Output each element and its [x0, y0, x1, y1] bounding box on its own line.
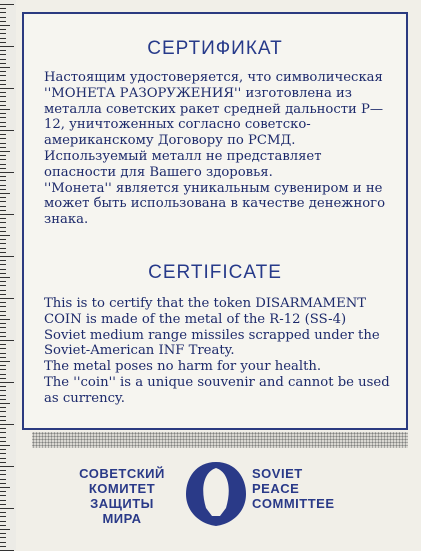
- ruler-tick: [0, 474, 6, 475]
- ruler-tick: [0, 201, 6, 202]
- ruler-tick: [0, 138, 6, 139]
- ruler-tick: [0, 252, 6, 253]
- ruler-tick: [0, 75, 6, 76]
- ruler-tick: [0, 109, 10, 110]
- ruler-tick: [0, 25, 10, 26]
- ruler-tick: [0, 67, 10, 68]
- ruler-tick: [0, 264, 6, 265]
- ruler-tick: [0, 428, 6, 429]
- ruler-tick: [0, 96, 6, 97]
- ruler-tick: [0, 38, 6, 39]
- ruler-tick: [0, 466, 14, 467]
- ruler-tick: [0, 285, 6, 286]
- russian-paragraph-1: Настоящим удостоверяется, что символическая ''МОНЕТА РАЗОРУЖЕНИЯ'' изготовлена из металла советских ракет средней дальности Р—12, уничтоженных согласно советско-американскому Договору по РСМД.: [44, 70, 384, 149]
- ruler-tick: [0, 319, 10, 320]
- committee-en-line: SOVIET: [252, 466, 303, 481]
- ruler-tick: [0, 172, 14, 173]
- ruler-tick: [0, 374, 6, 375]
- ruler-tick: [0, 80, 6, 81]
- ruler-tick: [0, 101, 6, 102]
- ruler-tick: [0, 227, 6, 228]
- ruler-tick: [0, 462, 6, 463]
- russian-paragraph-3: ''Монета'' является уникальным сувениром и не может быть использована в качестве денежного знака.: [44, 180, 386, 228]
- ruler-tick: [0, 504, 6, 505]
- ruler-tick: [0, 214, 14, 215]
- ruler-tick: [0, 411, 6, 412]
- ruler-tick: [0, 369, 6, 370]
- committee-name-russian: [64, 466, 180, 526]
- ruler-tick: [0, 134, 6, 135]
- ruler-tick: [0, 164, 6, 165]
- measurement-ruler: [0, 0, 16, 550]
- ruler-tick: [0, 88, 14, 89]
- ruler-tick: [0, 416, 6, 417]
- ruler-tick: [0, 113, 6, 114]
- ruler-tick: [0, 386, 6, 387]
- ruler-tick: [0, 542, 6, 543]
- ruler-tick: [0, 512, 6, 513]
- ruler-tick: [0, 206, 6, 207]
- ruler-tick: [0, 449, 6, 450]
- ruler-tick: [0, 529, 10, 530]
- ruler-tick: [0, 424, 14, 425]
- ruler-tick: [0, 378, 6, 379]
- ruler-tick: [0, 479, 6, 480]
- ruler-tick: [0, 453, 6, 454]
- ruler-tick: [0, 382, 14, 383]
- ruler-tick: [0, 487, 10, 488]
- ruler-tick: [0, 155, 6, 156]
- ruler-tick: [0, 399, 6, 400]
- ruler-tick: [0, 151, 10, 152]
- ruler-tick: [0, 281, 6, 282]
- english-text: [44, 296, 392, 407]
- ruler-tick: [0, 248, 6, 249]
- ruler-tick: [0, 239, 6, 240]
- ruler-tick: [0, 302, 6, 303]
- ruler-tick: [0, 168, 6, 169]
- ruler-tick: [0, 189, 6, 190]
- ruler-tick: [0, 508, 14, 509]
- ruler-tick: [0, 84, 6, 85]
- ruler-tick: [0, 21, 6, 22]
- ruler-tick: [0, 365, 6, 366]
- ruler-tick: [0, 533, 6, 534]
- russian-paragraph-2: Используемый металл не представляет опасности для Вашего здоровья.: [44, 148, 322, 180]
- english-paragraph-3: The ''coin'' is a unique souvenir and cannot be used as currency.: [44, 374, 390, 406]
- committee-en-line: PEACE: [252, 481, 300, 496]
- russian-text: [44, 70, 392, 228]
- ruler-tick: [0, 315, 6, 316]
- ruler-tick: [0, 92, 6, 93]
- ruler-tick: [0, 525, 6, 526]
- ruler-tick: [0, 311, 6, 312]
- certificate-card: [22, 12, 408, 430]
- ruler-tick: [0, 420, 6, 421]
- dotted-shadow-band: [32, 432, 408, 448]
- ruler-tick: [0, 298, 14, 299]
- ruler-tick: [0, 193, 10, 194]
- committee-ru-line: ЗАЩИТЫ: [90, 496, 154, 511]
- ruler-tick: [0, 432, 6, 433]
- ruler-tick: [0, 445, 10, 446]
- ruler-tick: [0, 294, 6, 295]
- ruler-tick: [0, 130, 14, 131]
- ruler-tick: [0, 390, 6, 391]
- ruler-tick: [0, 361, 10, 362]
- ruler-tick: [0, 340, 14, 341]
- ruler-tick: [0, 353, 6, 354]
- ruler-tick: [0, 323, 6, 324]
- ruler-tick: [0, 231, 6, 232]
- committee-en-line: COMMITTEE: [252, 496, 335, 511]
- russian-title: СЕРТИФИКАТ: [147, 38, 283, 59]
- ruler-tick: [0, 176, 6, 177]
- ruler-tick: [0, 29, 6, 30]
- ruler-tick: [0, 8, 6, 9]
- committee-name-english: [252, 466, 372, 511]
- committee-ru-line: КОМИТЕТ: [88, 481, 156, 496]
- ruler-tick: [0, 63, 6, 64]
- ruler-tick: [0, 143, 6, 144]
- ruler-tick: [0, 260, 6, 261]
- peace-committee-logo-icon: [182, 458, 250, 530]
- ruler-tick: [0, 521, 6, 522]
- english-title: CERTIFICATE: [148, 262, 282, 283]
- ruler-tick: [0, 269, 6, 270]
- ruler-tick: [0, 332, 6, 333]
- ruler-tick: [0, 105, 6, 106]
- ruler-tick: [0, 546, 6, 547]
- ruler-tick: [0, 218, 6, 219]
- ruler-tick: [0, 357, 6, 358]
- ruler-tick: [0, 516, 6, 517]
- ruler-tick: [0, 4, 14, 5]
- committee-ru-line: МИРА: [102, 511, 142, 526]
- ruler-tick: [0, 403, 10, 404]
- ruler-tick: [0, 126, 6, 127]
- ruler-tick: [0, 483, 6, 484]
- ruler-tick: [0, 344, 6, 345]
- ruler-tick: [0, 17, 6, 18]
- ruler-tick: [0, 117, 6, 118]
- ruler-tick: [0, 458, 6, 459]
- ruler-tick: [0, 327, 6, 328]
- ruler-tick: [0, 348, 6, 349]
- committee-ru-line: СОВЕТСКИЙ: [79, 466, 165, 481]
- ruler-tick: [0, 46, 14, 47]
- ruler-tick: [0, 495, 6, 496]
- ruler-tick: [0, 33, 6, 34]
- ruler-tick: [0, 210, 6, 211]
- ruler-tick: [0, 336, 6, 337]
- ruler-tick: [0, 122, 6, 123]
- ruler-tick: [0, 71, 6, 72]
- ruler-tick: [0, 470, 6, 471]
- ruler-tick: [0, 243, 6, 244]
- ruler-tick: [0, 235, 10, 236]
- ruler-tick: [0, 500, 6, 501]
- ruler-tick: [0, 159, 6, 160]
- ruler-tick: [0, 277, 10, 278]
- ruler-tick: [0, 180, 6, 181]
- ruler-tick: [0, 491, 6, 492]
- english-paragraph-1: This is to certify that the token DISARMAMENT COIN is made of the metal of the R-12 (SS-4) Soviet medium range missiles scrapped under the Soviet-American INF Treaty.: [44, 296, 380, 359]
- ruler-tick: [0, 256, 14, 257]
- ruler-tick: [0, 537, 6, 538]
- ruler-tick: [0, 441, 6, 442]
- ruler-tick: [0, 222, 6, 223]
- ruler-tick: [0, 12, 6, 13]
- ruler-tick: [0, 306, 6, 307]
- ruler-tick: [0, 273, 6, 274]
- ruler-tick: [0, 59, 6, 60]
- ruler-tick: [0, 54, 6, 55]
- ruler-tick: [0, 42, 6, 43]
- ruler-tick: [0, 407, 6, 408]
- ruler-tick: [0, 185, 6, 186]
- ruler-tick: [0, 437, 6, 438]
- ruler-tick: [0, 290, 6, 291]
- english-paragraph-2: The metal poses no harm for your health.: [44, 359, 322, 375]
- ruler-tick: [0, 395, 6, 396]
- ruler-tick: [0, 197, 6, 198]
- ruler-tick: [0, 50, 6, 51]
- ruler-tick: [0, 147, 6, 148]
